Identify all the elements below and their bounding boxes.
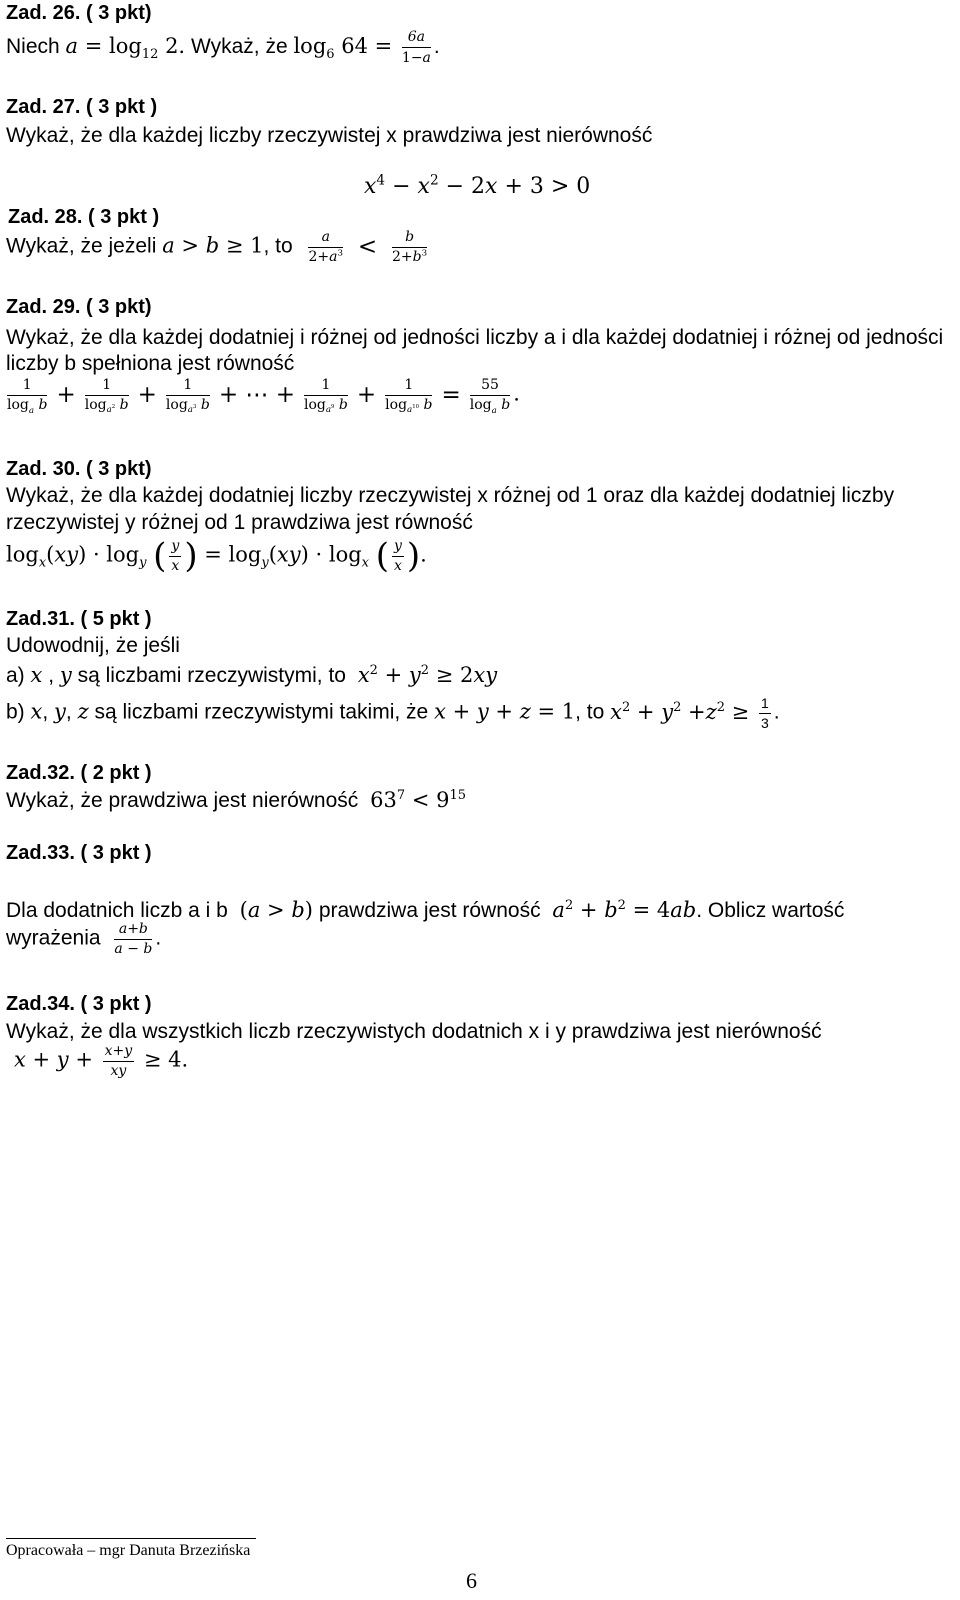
- task-29-term-1: $\frac{1}{\log_a b}$: [7, 377, 48, 416]
- task-33-line-2: wyrażenia $\frac{a+b}{a - b}$ .: [6, 921, 162, 957]
- page-number: 6: [466, 1568, 477, 1593]
- task-29-term-10: $\frac{1}{\log_{a^{10}} b}$: [385, 377, 433, 416]
- task-31-part-b: b) x, y, z są liczbami rzeczywistymi takimi, że x + y + z = 1, to $x^2 + y^2 +z^2$ ≥ $\frac{1}{3}$ .: [6, 695, 780, 731]
- task-32-header: Zad.32. ( 2 pkt ): [6, 762, 152, 784]
- task-29-term-2: $\frac{1}{\log_{a^2} b}$: [84, 377, 129, 416]
- task-34-header: Zad.34. ( 3 pkt ): [6, 993, 152, 1015]
- task-28-fraction-left: $\frac{a}{2+a^3}$: [308, 229, 344, 265]
- task-28-text-2: , to: [263, 234, 293, 258]
- task-28-statement: Wykaż, że jeżeli a > b ≥ 1, to $\frac{a}{2+a^3}$ < $\frac{b}{2+b^3}$: [6, 229, 428, 265]
- task-29-term-3: $\frac{1}{\log_{a^3} b}$: [165, 377, 210, 416]
- task-27-text: Wykaż, że dla każdej liczby rzeczywistej x prawdziwa jest nierówność: [6, 124, 653, 147]
- task-34-text: Wykaż, że dla wszystkich liczb rzeczywistych dodatnich x i y prawdziwa jest nierówność: [6, 1020, 822, 1043]
- task-31-intro: Udowodnij, że jeśli: [6, 634, 180, 657]
- task-33-header: Zad.33. ( 3 pkt ): [6, 842, 152, 864]
- task-26-formula-1: a: [65, 34, 79, 59]
- task-28-fraction-right: $\frac{b}{2+b^3}$: [391, 229, 428, 265]
- task-27-header: Zad. 27. ( 3 pkt ): [6, 96, 158, 118]
- task-26-text-2: Wykaż, że: [190, 35, 288, 59]
- footer-author: Opracowała – mgr Danuta Brzezińska: [6, 1542, 251, 1559]
- task-27-inequality: $x^4 - x^2 - 2x + 3 > 0$: [364, 172, 591, 199]
- task-30-equation: $\log_x(xy) \cdot \log_y$ ( $\frac{y}{x}$ ) = $\log_y(xy) \cdot \log_x$ ( $\frac{y}{x}$ ).: [6, 536, 427, 576]
- task-29-equation: $\frac{1}{\log_a b}$ + $\frac{1}{\log_{a^2} b}$ + $\frac{1}{\log_{a^3} b}$ + ⋯ + $\frac{1}{\log_{a^9} b}$ + $\frac{1}{\log_{a^{10}} b}$ = $\frac{55}{\log_a b}$ .: [7, 377, 520, 416]
- task-26-statement: Niech $a = \log_{12} 2$. Wykaż, że $\log_6 64$ = $\frac{6a}{1-a}$ .: [6, 29, 440, 66]
- footer-divider: [6, 1538, 256, 1539]
- task-29-term-9: $\frac{1}{\log_{a^9} b}$: [303, 377, 348, 416]
- task-30-header: Zad. 30. ( 3 pkt): [6, 458, 152, 480]
- task-29-header: Zad. 29. ( 3 pkt): [6, 296, 152, 318]
- task-26-text-1: Niech: [6, 35, 60, 59]
- task-33-fraction: $\frac{a+b}{a - b}$: [114, 921, 153, 957]
- task-31-header: Zad.31. ( 5 pkt ): [6, 608, 152, 630]
- task-32-statement: Wykaż, że prawdziwa jest nierówność $63^7 < 9^{15}$: [6, 788, 467, 812]
- task-28-header: Zad. 28. ( 3 pkt ): [8, 206, 160, 228]
- task-29-result: $\frac{55}{\log_a b}$: [469, 377, 511, 416]
- task-30-line-2: rzeczywistej y różnej od 1 prawdziwa jest równość: [6, 511, 473, 534]
- task-29-line-2: liczby b spełniona jest równość: [6, 352, 295, 375]
- task-33-line-1: Dla dodatnich liczb a i b (a > b) prawdziwa jest równość $a^2 + b^2 = 4ab$. Oblicz wartość: [6, 898, 845, 922]
- task-26-fraction: $\frac{6a}{1-a}$: [401, 29, 431, 66]
- task-30-line-1: Wykaż, że dla każdej dodatniej liczby rzeczywistej x różnej od 1 oraz dla każdej dodatniej liczby: [6, 484, 895, 507]
- task-26-formula-2: $\log_6 64$ =: [293, 34, 399, 63]
- task-29-line-1: Wykaż, że dla każdej dodatniej i różnej od jedności liczby a i dla każdej dodatniej i różnej od jedności: [6, 326, 944, 349]
- task-34-inequality: x + y + $\frac{x+y}{xy}$ ≥ 4.: [14, 1043, 189, 1079]
- task-31-part-a: a) x , y są liczbami rzeczywistymi, to $x^2 + y^2 \ge 2xy$: [6, 663, 498, 687]
- task-26-header: Zad. 26. ( 3 pkt): [6, 2, 152, 24]
- task-28-text-1: Wykaż, że jeżeli: [6, 234, 157, 258]
